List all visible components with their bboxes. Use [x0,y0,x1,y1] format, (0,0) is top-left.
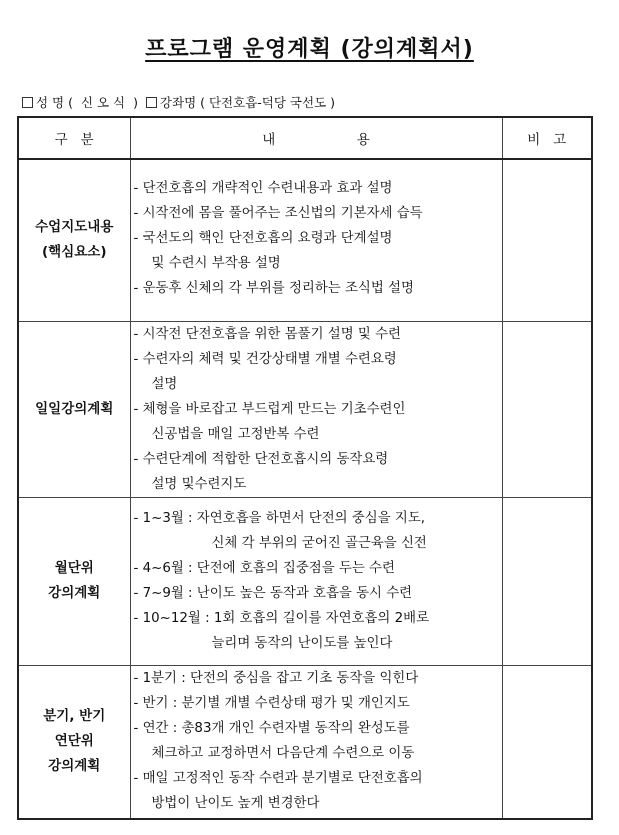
content-line: - 반기 : 분기별 개별 수련상태 평가 및 개인지도 [133,695,410,711]
name-label: 성 명 ( [36,95,73,110]
table-row [18,159,592,321]
category-line: 월단위 [54,560,94,576]
content-line: 설명 [151,376,178,392]
content-line: 신체 각 부위의 굳어진 골근육을 신전 [211,535,427,551]
course-checkbox[interactable] [146,97,157,108]
document-meta [22,93,335,111]
category-line: 수업지도내용 [35,219,114,236]
category-line: (핵심요소) [41,244,107,261]
content-line: 및 수련시 부작용 설명 [151,256,281,271]
table-row [18,321,592,497]
content-line: - 시작전 단전호흡을 위한 몸풀기 설명 및 수련 [133,326,401,342]
content-line: - 수련단계에 적합한 단전호흡시의 동작요령 [133,451,389,467]
course-label: 강좌명 ( [159,95,205,110]
row-content [130,159,502,321]
name-checkbox[interactable] [22,97,33,108]
content-line: - 시작전에 몸을 풀어주는 조신법의 기본자세 습득 [133,206,423,221]
content-line: - 1분기 : 단전의 중심을 잡고 기초 동작을 익힌다 [133,670,419,686]
plan-table [17,116,593,820]
content-line: - 국선도의 핵인 단전호흡의 요령과 단계설명 [133,231,393,246]
row-note [502,159,592,321]
content-line: - 연간 : 총83개 개인 수련자별 동작의 완성도를 [133,720,410,736]
content-line: - 체형을 바로잡고 부드럽게 만드는 기초수련인 [133,401,406,417]
content-line: 신공법을 매일 고정반복 수련 [151,426,320,442]
content-line: 설명 및수련지도 [151,476,247,492]
content-line: - 매일 고정적인 동작 수련과 분기별로 단전호흡의 [133,770,423,786]
content-line: - 4~6월 : 단전에 호흡의 집중점을 두는 수련 [133,560,395,576]
category-line: 연단위 [54,733,94,750]
category-line: 강의계획 [48,585,101,601]
row-content [130,665,502,819]
content-line: 체크하고 교정하면서 다음단계 수련으로 이동 [151,745,415,761]
row-category [18,497,130,665]
name-close: ) [133,95,138,110]
table-row [18,497,592,665]
row-note [502,665,592,819]
category-line: 분기, 반기 [43,708,106,725]
category-line: 강의계획 [48,758,101,775]
category-line: 일일강의계획 [35,400,114,417]
header-category: 구 분 [18,117,130,159]
course-value: 단전호흡-덕당 국선도 [208,95,327,110]
course-close: ) [330,95,336,110]
content-line: - 7~9월 : 난이도 높은 동작과 호흡을 동시 수련 [133,585,413,601]
row-content [130,321,502,497]
document-title: 프로그램 운영계획 (강의계획서) [145,37,474,62]
header-content: 내 용 [130,117,502,159]
content-line: - 수련자의 체력 및 건강상태별 개별 수련요령 [133,351,397,367]
header-note: 비 고 [502,117,592,159]
content-line: 방법이 난이도 높게 변경한다 [151,795,320,811]
row-category [18,321,130,497]
name-value: 신 오 식 [80,95,126,110]
row-note [502,321,592,497]
content-line: - 단전호흡의 개략적인 수련내용과 효과 설명 [133,181,393,196]
content-line: - 10~12월 : 1회 호흡의 길이를 자연호흡의 2배로 [133,610,430,626]
row-category [18,159,130,321]
content-line: 늘리며 동작의 난이도를 높인다 [211,635,393,651]
row-category [18,665,130,819]
content-line: - 운동후 신체의 각 부위를 정리하는 조식법 설명 [133,281,414,296]
table-row [18,665,592,819]
content-line: - 1~3월 : 자연호흡을 하면서 단전의 중심을 지도, [133,510,426,526]
row-content [130,497,502,665]
row-note [502,497,592,665]
